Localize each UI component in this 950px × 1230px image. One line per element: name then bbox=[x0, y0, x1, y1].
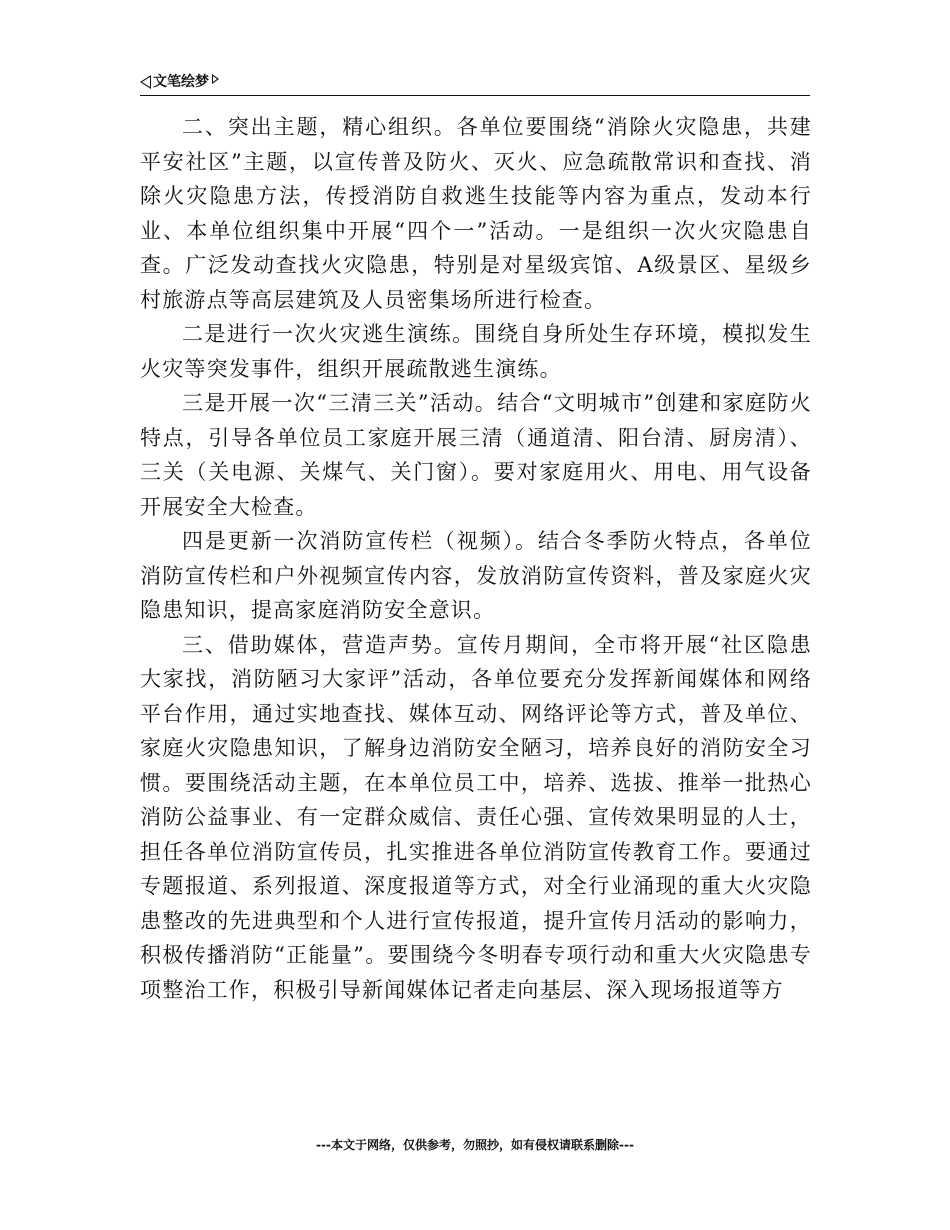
right-triangle-icon bbox=[212, 74, 219, 84]
header-brand bbox=[140, 72, 219, 92]
paragraph: 二是进行一次火灾逃生演练。围绕自身所处生存环境，模拟发生火灾等突发事件，组织开展疏散逃生演练。 bbox=[140, 322, 812, 381]
paragraph: 四是更新一次消防宣传栏（视频）。结合冬季防火特点，各单位消防宣传栏和户外视频宣传内容，发放消防宣传资料，普及家庭火灾隐患知识，提高家庭消防安全意识。 bbox=[140, 529, 812, 622]
page-footer-notice: ---本文于网络，仅供参考，勿照抄，如有侵权请联系删除--- bbox=[316, 1138, 634, 1152]
paragraph: 三是开展一次“三清三关”活动。结合“文明城市”创建和家庭防火特点，引导各单位员工家庭开展三清（通道清、阳台清、厨房清）、三关（关电源、关煤气、关门窗）。要对家庭用火、用电、用气设备开展安全大检查。 bbox=[140, 391, 812, 519]
paragraph: 二、突出主题，精心组织。各单位要围绕“消除火灾隐患，共建平安社区”主题，以宣传普及防火、灭火、应急疏散常识和查找、消除火灾隐患方法，传授消防自救逃生技能等内容为重点，发动本行业、本单位组织集中开展“四个一”活动。一是组织一次火灾隐患自查。广泛发动查找火灾隐患，特别是对星级宾馆、A级景区、星级乡村旅游点等高层建筑及人员密集场所进行检查。 bbox=[140, 115, 812, 312]
header-brand-text: 文笔绘梦 bbox=[153, 74, 209, 90]
paragraph: 三、借助媒体，营造声势。宣传月期间，全市将开展“社区隐患大家找，消防陋习大家评”活动，各单位要充分发挥新闻媒体和网络平台作用，通过实地查找、媒体互动、网络评论等方式，普及单位、家庭火灾隐患知识，了解身边消防安全陋习，培养良好的消防安全习惯。要围绕活动主题，在本单位员工中，培养、选拔、推举一批热心消防公益事业、有一定群众威信、责任心强、宣传效果明显的人士，担任各单位消防宣传员，扎实推进各单位消防宣传教育工作。要通过专题报道、系列报道、深度报道等方式，对全行业涌现的重大火灾隐患整改的先进典型和个人进行宣传报道，提升宣传月活动的影响力，积极传播消防“正能量”。要围绕今冬明春专项行动和重大火灾隐患专项整治工作，积极引导新闻媒体记者走向基层、深入现场报道等方 bbox=[140, 632, 812, 1002]
left-triangle-icon bbox=[140, 75, 151, 89]
document-body bbox=[140, 110, 812, 1007]
page-header bbox=[140, 70, 810, 96]
